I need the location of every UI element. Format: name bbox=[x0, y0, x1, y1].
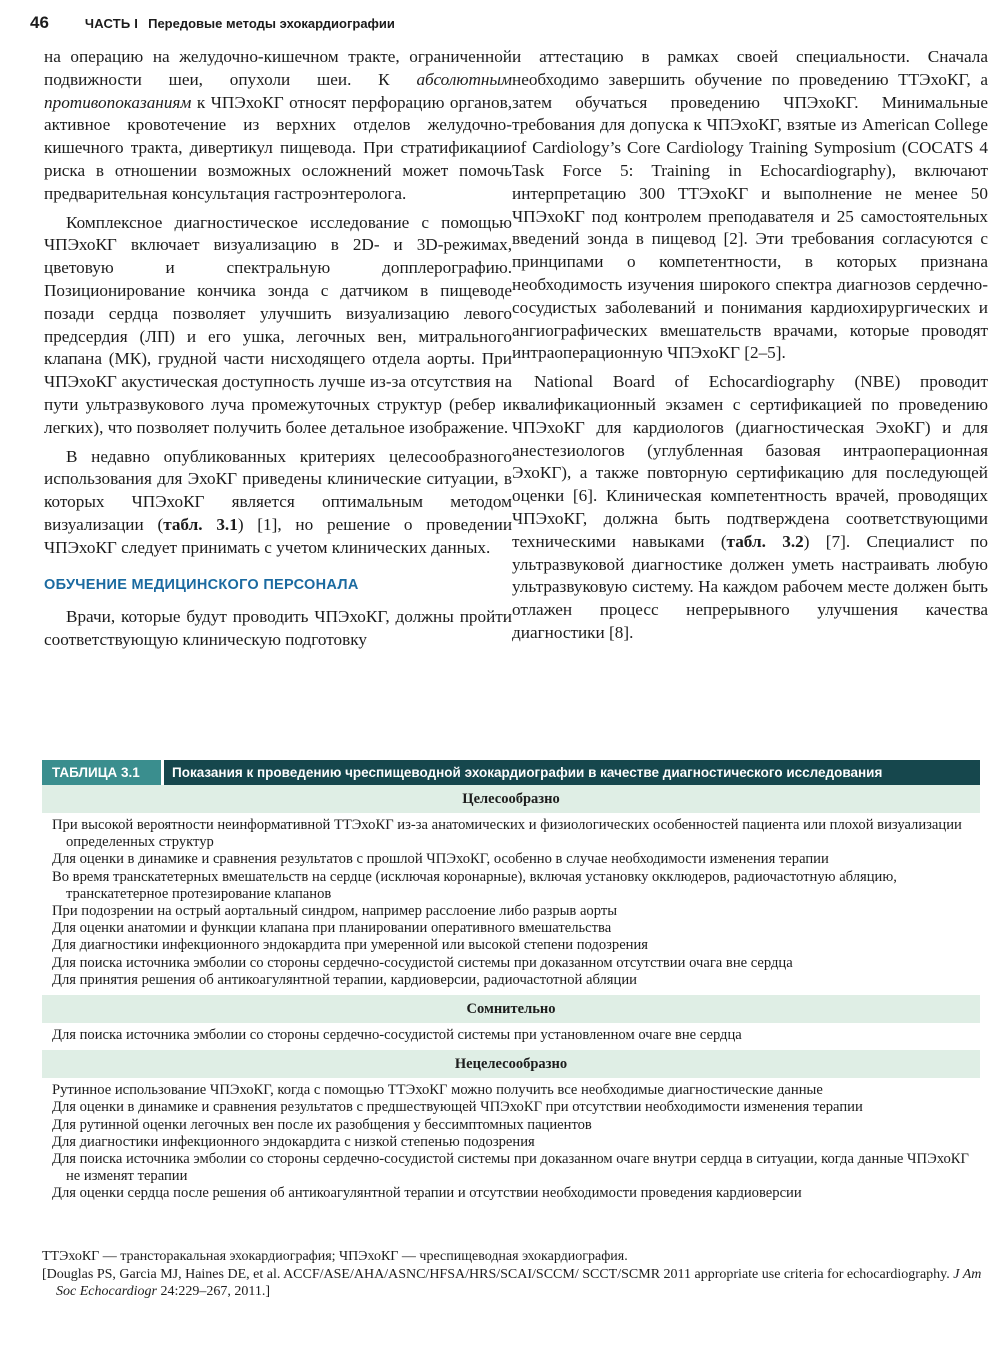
running-header bbox=[30, 8, 630, 38]
table-row: Для поиска источника эмболии со стороны сердечно-сосудистой системы при доказанном очаге внутри сердца в ситуации, когда данные ЧПЭхоКГ не изменят терапии bbox=[52, 1151, 969, 1185]
category-rows bbox=[42, 1078, 980, 1208]
right-paragraph-1: и аттестацию в рамках своей специальности. Сначала необходимо завершить обучение по проведению ТТЭхоКГ, а затем обучаться проведению ЧПЭхоКГ. Минимальные требования для допуска к ЧПЭхоКГ, взятые из American College of Cardiology’s Core Cardiology Training Symposium (COCATS 4 Task Force 5: Training in Echocardiography), включают интерпретацию 300 ТТЭхоКГ и выполнение не менее 50 ЧПЭхоКГ под контролем преподавателя и 25 самостоятельных введений зонда в пищевод [2]. Эти требования согласуются с принципами о компетентности, в которых признана необходимость изучения широкого спектра диагнозов сердечно-сосудистых заболеваний и понимания кардиохирургических и ангиографических вмешательств врачами, которые проводят интраоперационную ЧПЭхоКГ [2–5]. bbox=[512, 47, 988, 363]
table-label: ТАБЛИЦА 3.1 bbox=[42, 760, 164, 785]
category-band: Целесообразно bbox=[42, 785, 980, 813]
table-header bbox=[42, 760, 980, 785]
category-rows bbox=[42, 813, 980, 995]
table-row: При подозрении на острый аортальный синдром, например расслоение либо разрыв аорты bbox=[52, 903, 618, 920]
table-row: Для оценки сердца после решения об антикоагулянтной терапии и отсутствии необходимости проведения кардиоверсии bbox=[52, 1185, 802, 1202]
table-row: Для оценки в динамике и сравнения результатов с прошлой ЧПЭхоКГ, особенно в случае необходимости изменения терапии bbox=[52, 851, 829, 868]
footnote-abbreviations: ТТЭхоКГ — трансторакальная эхокардиография; ЧПЭхоКГ — чреспищеводная эхокардиография. bbox=[42, 1249, 628, 1264]
table-footnote bbox=[42, 1248, 982, 1301]
citation-journal: J Am Soc Echocardiogr bbox=[56, 1266, 982, 1299]
table-row: Во время транскатетерных вмешательств на сердце (исключая коронарные), включая установку окклюдеров, радиочастотную абляцию, транскатетерное протезирование клапанов bbox=[52, 868, 897, 902]
left-paragraph-1: на операцию на желудочно-кишечном тракте, ограниченной подвижности шеи, опухоли шеи. К абсолютным противопоказаниям к ЧПЭхоКГ относят перфорацию органов, активное кровотечение из верхних отделов желудочно-кишечного тракта, дивертикул пищевода. При стратификации риска в отношении возможных осложнений может помочь предварительная консультация гастроэнтеролога. bbox=[44, 47, 512, 203]
section-heading: ОБУЧЕНИЕ МЕДИЦИНСКОГО ПЕРСОНАЛА bbox=[44, 576, 359, 593]
emphasis-absolute-contraindications: абсолютным противопоказаниям bbox=[44, 69, 512, 112]
category-rows bbox=[42, 1023, 980, 1050]
table-3-1 bbox=[42, 760, 980, 1209]
left-paragraph-2: Комплексное диагностическое исследование с помощью ЧПЭхоКГ включает визуализацию в 2D- и 3D-режимах, цветовую и спектральную допплерографию. Позиционирование кончика зонда с датчиком в пищеводе позади сердца позволяет улучшить визуализацию левого предсердия (ЛП) и его ушка, легочных вен, митрального клапана (МК), грудной части нисходящего отдела аорты. При ЧПЭхоКГ акустическая доступность лучше из-за отсутствия на пути ультразвукового луча промежуточных структур (ребер и легких), что позволяет получить более детальное изображение. bbox=[44, 212, 512, 437]
table-row: Для рутинной оценки легочных вен после их разобщения у бессимптомных пациентов bbox=[52, 1116, 592, 1133]
table-title: Показания к проведению чреспищеводной эхокардиографии в качестве диагностического исследования bbox=[164, 760, 980, 785]
right-column bbox=[512, 46, 988, 645]
table-row: Для оценки в динамике и сравнения результатов с предшествующей ЧПЭхоКГ при отсутствии необходимости изменения терапии bbox=[52, 1099, 863, 1116]
right-paragraph-2: National Board of Echocardiography (NBE) проводит квалификационный экзамен с сертификацией по проведению ЧПЭхоКГ для кардиологов (диагностическая ЭхоКГ) и для анестезиологов (углубленная базовая интраоперационная ЭхоКГ), а также повторную сертификацию для последующей оценки [6]. Клиническая компетентность врачей, проводящих ЧПЭхоКГ, должна быть подтверждена соответствующими техническими навыками (табл. 3.2) [7]. Специалист по ультразвуковой диагностике должен уметь настраивать любую ультразвуковую систему. На каждом рабочем месте должен быть отлажен процесс непрерывного улучшения качества диагностики [8]. bbox=[512, 372, 988, 642]
left-column bbox=[44, 46, 512, 652]
table-row: При высокой вероятности неинформативной ТТЭхоКГ из-за анатомических и физиологических особенностей пациента или плохой визуализации определенных структур bbox=[52, 817, 962, 851]
table-reference-3-1[interactable]: табл. 3.1 bbox=[163, 514, 238, 534]
table-row: Для поиска источника эмболии со стороны сердечно-сосудистой системы при доказанном отсутствии очага вне сердца bbox=[52, 954, 793, 971]
footnote-citation: [Douglas PS, Garcia MJ, Haines DE, et al. ACCF/ASE/AHA/ASNC/HFSA/HRS/SCAI/SCCM/ SCCT/SCMR 2011 appropriate use criteria for echocardiography. J Am Soc Echocardiogr 24:229–267, 2011.] bbox=[42, 1266, 982, 1299]
table-row: Рутинное использование ЧПЭхоКГ, когда с помощью ТТЭхоКГ можно получить все необходимые диагностические данные bbox=[52, 1082, 823, 1099]
table-row: Для диагностики инфекционного эндокардита с низкой степенью подозрения bbox=[52, 1133, 535, 1150]
category-band: Сомнительно bbox=[42, 995, 980, 1023]
table-row: Для диагностики инфекционного эндокардита при умеренной или высокой степени подозрения bbox=[52, 937, 649, 954]
header-part: ЧАСТЬ I bbox=[84, 15, 139, 31]
table-row: Для принятия решения об антикоагулянтной терапии, кардиоверсии, радиочастотной абляции bbox=[52, 971, 637, 988]
header-title: Передовые методы эхокардиографии bbox=[148, 15, 395, 31]
left-paragraph-4: Врачи, которые будут проводить ЧПЭхоКГ, должны пройти соответствующую клиническую подготовку bbox=[44, 607, 512, 650]
page-number: 46 bbox=[30, 13, 49, 32]
category-band: Нецелесообразно bbox=[42, 1050, 980, 1078]
left-paragraph-3: В недавно опубликованных критериях целесообразного использования для ЭхоКГ приведены клинические ситуации, в которых ЧПЭхоКГ является оптимальным методом визуализации (табл. 3.1) [1], но решение о проведении ЧПЭхоКГ следует принимать с учетом клинических данных. bbox=[44, 446, 513, 557]
table-reference-3-2[interactable]: табл. 3.2 bbox=[726, 531, 804, 551]
table-row: Для поиска источника эмболии со стороны сердечно-сосудистой системы при установленном очаге вне сердца bbox=[52, 1027, 742, 1044]
table-row: Для оценки анатомии и функции клапана при планировании оперативного вмешательства bbox=[52, 920, 612, 937]
